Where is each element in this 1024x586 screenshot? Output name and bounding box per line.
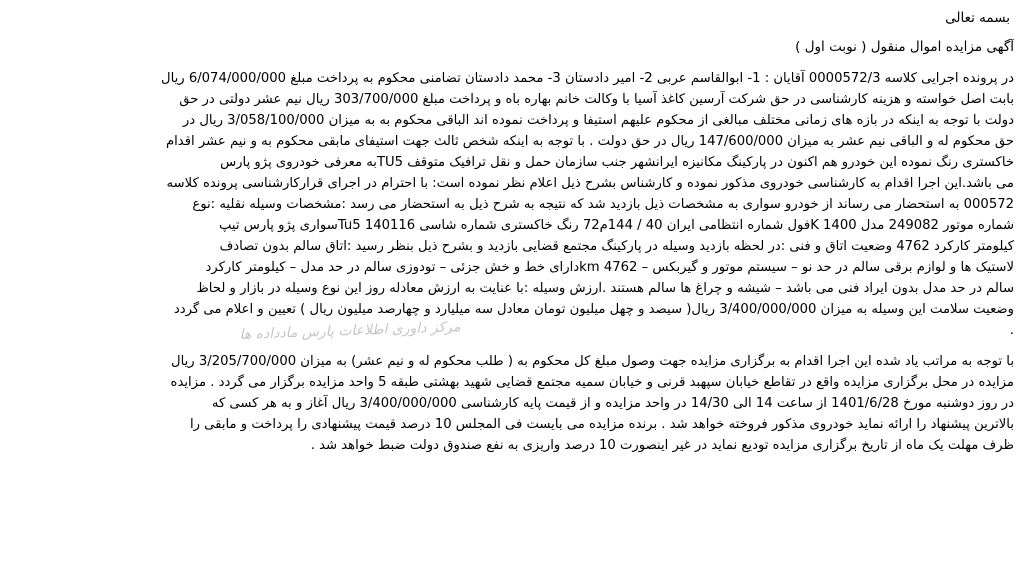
paragraph-line: کیلومتر کارکرد 4762 وضعیت اتاق و فنی :در لحظه بازدید وسیله در پارکینگ مجتمع قضایی بازدید و بشرح ذیل بنظر رسید :اتاق سالم بدون تصادف	[219, 239, 1014, 254]
paragraph-line: .	[1009, 323, 1014, 338]
watermark-text: مرکز داوری اطلاعات پارس مادداده ها	[239, 319, 461, 343]
paragraph-line: بالاترین پیشنهاد را ارائه نماید خودروی مذکور فروخته خواهد شد . برنده مزایده می بایست فی المجلس 10 درصد قیمت پیشنهادی را پرداخت و مابقی را	[189, 417, 1014, 432]
paragraph-line: وضعیت سلامت این وسیله به میزان 3/400/000/000 ریال( سیصد و چهل میلیون تومان معادل سه میلیارد و چهارصد میلیون ریال ) تعیین و اعلام می گردد	[173, 302, 1014, 317]
paragraph-line: می باشد.این اجرا اقدام به کارشناسی خودروی مذکور نموده و کارشناس بشرح ذیل اعلام نظر نموده است: با احترام در اجرای قرارکارشناسی پرونده کلاسه	[166, 176, 1014, 191]
auction-notice-document	[10, 8, 1014, 456]
paragraph-line: خاکستری رنگ نموده این خودرو هم اکنون در پارکینگ مکانیزه ایرانشهر جنب سازمان حمل و نقل ترافیک متوقف TU5به معرفی خودروی پژو پارس	[220, 155, 1014, 170]
paragraph-line: بابت اصل خواسته و هزینه کارشناسی در حق شرکت آرسین کاغذ آسیا با وکالت خانم بهاره باه و پرداخت مبلغ 303/700/000 ریال نیم عشر دولتی در حق	[179, 92, 1014, 107]
paragraph-line: با توجه به مراتب یاد شده این اجرا اقدام به برگزاری مزایده جهت وصول مبلغ کل محکوم به ( طلب محکوم له و نیم عشر) به میزان 3/205/700/000 ریال	[171, 354, 1014, 369]
paragraph-line: 000572 به استحضار می رساند از خودرو سواری به مشخصات ذیل بازدید شد که نتیجه به شرح ذیل به استحضار می رسد :مشخصات وسیله نقلیه :نوع	[192, 197, 1014, 212]
paragraph-line: لاستیک ها و لوازم برقی سالم در حد نو – سیستم موتور و گیربکس – 4762 kmدارای خط و خش جزئی – تودوزی سالم در حد مدل – کیلومتر کارکرد	[205, 260, 1014, 275]
paragraph-line: مزایده در محل برگزاری مزایده واقع در تقاطع خیابان سپهبد قرنی و خیابان سمیه مجتمع قضایی شهید بهشتی طبقه 5 واحد مزایده برگزار می گردد . مزایده	[170, 375, 1014, 390]
paragraph-line: دولت با توجه به اینکه در بازه های زمانی مختلف مبالغی از محکوم علیهم استیفا و پرداخت نموده اند الباقی محکوم به به میزان 3/058/100/000 ریال در	[182, 113, 1014, 128]
document-title: آگهی مزایده اموال منقول ( نوبت اول )	[795, 39, 1014, 55]
paragraph-line: شماره موتور 249082 مدل 1400 Kفول شماره انتظامی ایران 40 / 144م72 رنگ خاکستری شماره شاسی 140116 Tu5سواری پژو پارس تیپ	[218, 218, 1014, 233]
paragraph-line: ظرف مهلت یک ماه از تاریخ برگزاری مزایده تودیع نماید در غیر اینصورت 10 درصد واریزی به نفع صندوق دولت ضبط خواهد شد .	[310, 438, 1014, 453]
paragraph-line: سالم در حد مدل بدون ایراد فنی می باشد – شیشه و چراغ ها سالم هستند .ارزش وسیله :با عنایت به ارزش معادله روز این نوع وسیله در بازار و لحاظ	[196, 281, 1014, 296]
paragraph-line: در پرونده اجرایی کلاسه 0000572/3 آقایان : 1- ابوالقاسم عربی 2- امیر دادستان 3- محمد دادستان تضامنی محکوم به پرداخت مبلغ 6/074/000/000 ریال	[160, 71, 1014, 86]
paragraph-case-details	[10, 68, 1014, 341]
document-heading: بسمه تعالی	[945, 10, 1010, 26]
paragraph-auction-details	[10, 351, 1014, 456]
paragraph-line: در روز دوشنبه مورخ 1401/6/28 از ساعت 14 الی 14/30 در واحد مزایده و از قیمت پایه کارشناسی 3/400/000/000 ریال آغاز و به هر کسی که	[211, 396, 1014, 411]
paragraph-line: حق محکوم له و الباقی نیم عشر به میزان 147/600/000 ریال در حق دولت . با توجه به اینکه شخص ثالث جهت استیفای مابقی محکوم به و نیم عشر اقدام	[165, 134, 1014, 149]
